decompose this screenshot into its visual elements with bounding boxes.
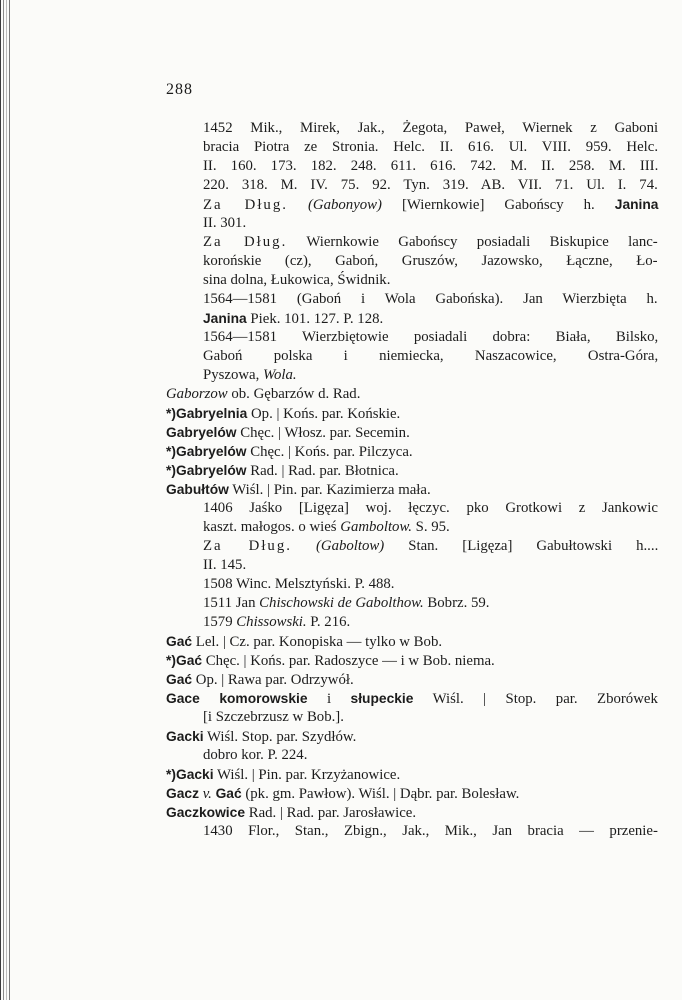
text-segment: 1564—1581 (Gaboń i Wola Gabońska). Jan Wierzbięta h. [203,291,658,307]
text-segment: 1406 Jaśko [Ligęza] woj. łęczyc. pko Grotkowi z Jankowic [203,500,658,516]
entry-headword: słupeckie [350,691,414,706]
entry-headword: *)Gabryelnia [166,406,248,421]
text-segment: II. 145. [203,557,247,573]
text-line [166,404,400,424]
page-number: 288 [166,81,193,98]
text-segment: Pyszowa, [203,367,264,383]
text-line [166,803,416,823]
text-line [203,138,658,157]
text-line [203,499,658,518]
text-segment: Wiśl. | Pin. par. Kazimierza mała. [228,482,431,498]
text-line [166,670,354,690]
italic-text: Gaborzow [166,386,228,402]
page-edge [0,0,10,1000]
text-segment: [i Szczebrzusz w Bob.]. [203,709,344,725]
entry-headword: Janina [203,311,247,326]
text-segment: Za Dług. [203,197,288,213]
text-segment: Op. | Końs. par. Końskie. [247,406,401,422]
text-line [166,385,360,404]
text-segment: Za Dług. [203,538,292,554]
text-segment: Rad. | Rad. par. Jarosławice. [245,805,417,821]
text-line [203,537,658,556]
text-line [166,651,495,671]
text-segment: P. 216. [306,614,351,630]
entry-headword: *)Gabryelów [166,444,247,459]
text-line [203,328,658,347]
entry-headword: Gace komorowskie [166,691,308,706]
entry-headword: Gabryelów [166,425,237,440]
text-line [203,518,450,537]
text-line [203,176,658,195]
text-line [166,480,431,500]
text-segment: 1452 Mik., Mirek, Jak., Żegota, Paweł, Wiernek z Gaboni [203,120,659,136]
text-line [203,556,246,575]
text-segment: 1579 [203,614,237,630]
text-line [166,442,413,462]
text-segment: Wiśl. | Stop. par. Zborówek [413,691,658,707]
text-segment: Wiśl. | Pin. par. Krzyżanowice. [213,767,401,783]
text-segment: 1511 Jan [203,595,260,611]
text-segment: dobro kor. P. 224. [203,747,308,763]
text-segment: Rad. | Rad. par. Błotnica. [246,463,399,479]
text-segment: Piek. 101. 127. P. 128. [246,311,384,327]
text-line [203,746,307,765]
text-line [166,784,519,804]
text-segment: Wiernkowie Gabońscy posiadali Biskupice lanc- [287,234,658,250]
text-line [203,575,395,594]
entry-headword: Gabułtów [166,482,229,497]
italic-text: Gamboltow. [340,519,412,535]
text-segment: II. 160. 173. 182. 248. 611. 616. 742. M. II. 258. M. III. [203,158,659,174]
text-segment: Gaboń polska i niemiecka, Naszacowice, Ostra-Góra, [203,348,659,364]
text-line [166,727,356,747]
text-segment: ob. Gębarzów d. Rad. [227,386,361,402]
entry-headword: Gacz [166,786,199,801]
text-segment: korońskie (cz), Gaboń, Gruszów, Jazowsko, Łączne, Ło- [203,253,658,269]
italic-text: Chischowski de Gabolthow. [259,595,424,611]
text-line [203,214,246,233]
text-segment: [Wiernkowie] Gabońscy h. [381,197,615,213]
text-line [203,594,489,613]
text-segment: S. 95. [411,519,450,535]
entry-headword: Gać [166,672,193,687]
entry-headword: *)Gabryelów [166,463,247,478]
italic-text: (Gabonyow) [307,197,382,213]
text-segment: kaszt. małogos. o wieś [203,519,341,535]
italic-text: (Gaboltow) [315,538,385,554]
text-segment: Chęc. | Końs. par. Radoszyce — i w Bob. niema. [202,653,495,669]
text-segment: Lel. | Cz. par. Konopiska — tylko w Bob. [192,634,443,650]
text-segment [292,538,316,554]
entry-headword: *)Gacki [166,767,214,782]
italic-text: Wola. [263,367,297,383]
text-segment: 1430 Flor., Stan., Zbign., Jak., Mik., Jan bracia — przenie- [203,823,658,839]
text-line [203,708,344,727]
text-segment: Op. | Rawa par. Odrzywół. [192,672,354,688]
text-segment: II. 301. [203,215,247,231]
text-line [203,157,658,176]
text-segment: Stan. [Ligęza] Gabułtowski h.... [384,538,659,554]
text-segment: 1508 Winc. Melsztyński. P. 488. [203,576,395,592]
text-segment: (pk. gm. Pawłow). Wiśl. | Dąbr. par. Bolesław. [241,786,520,802]
text-segment: 1564—1581 Wierzbiętowie posiadali dobra: Biała, Bilsko, [203,329,659,345]
text-line [166,632,442,652]
text-segment: 220. 318. M. IV. 75. 92. Tyn. 319. AB. VII. 71. Ul. I. 74. [203,177,658,193]
text-line [203,119,658,138]
text-line [203,195,658,215]
text-line [203,366,297,385]
entry-headword: *)Gać [166,653,203,668]
italic-text: Chissowski. [236,614,307,630]
text-segment: Bobrz. 59. [423,595,490,611]
entry-headword: Gać [166,634,193,649]
text-line [203,233,658,252]
text-line [203,613,350,632]
text-line [166,461,399,481]
text-segment: Chęc. | Włosz. par. Secemin. [236,425,410,441]
entry-headword: Gać [215,786,242,801]
text-line [166,689,658,709]
text-segment: bracia Piotra ze Stronia. Helc. II. 616. Ul. VIII. 959. Helc. [203,139,659,155]
text-line [203,309,383,329]
text-line [203,822,658,841]
italic-text: v. [202,786,212,802]
text-segment: Chęc. | Końs. par. Pilczyca. [246,444,413,460]
entry-headword: Gaczkowice [166,805,245,820]
text-line [203,347,658,366]
entry-headword: Janina [614,197,659,212]
text-segment [288,197,308,213]
text-line [166,765,400,785]
text-segment: sina dolna, Łukowica, Świdnik. [203,272,391,288]
text-line [203,252,658,271]
entry-headword: Gacki [166,729,204,744]
text-segment: i [307,691,351,707]
text-segment: Za Dług. [203,234,288,250]
text-line [166,423,410,443]
text-line [203,290,658,309]
text-segment: Wiśl. Stop. par. Szydłów. [203,729,357,745]
text-line [203,271,390,290]
